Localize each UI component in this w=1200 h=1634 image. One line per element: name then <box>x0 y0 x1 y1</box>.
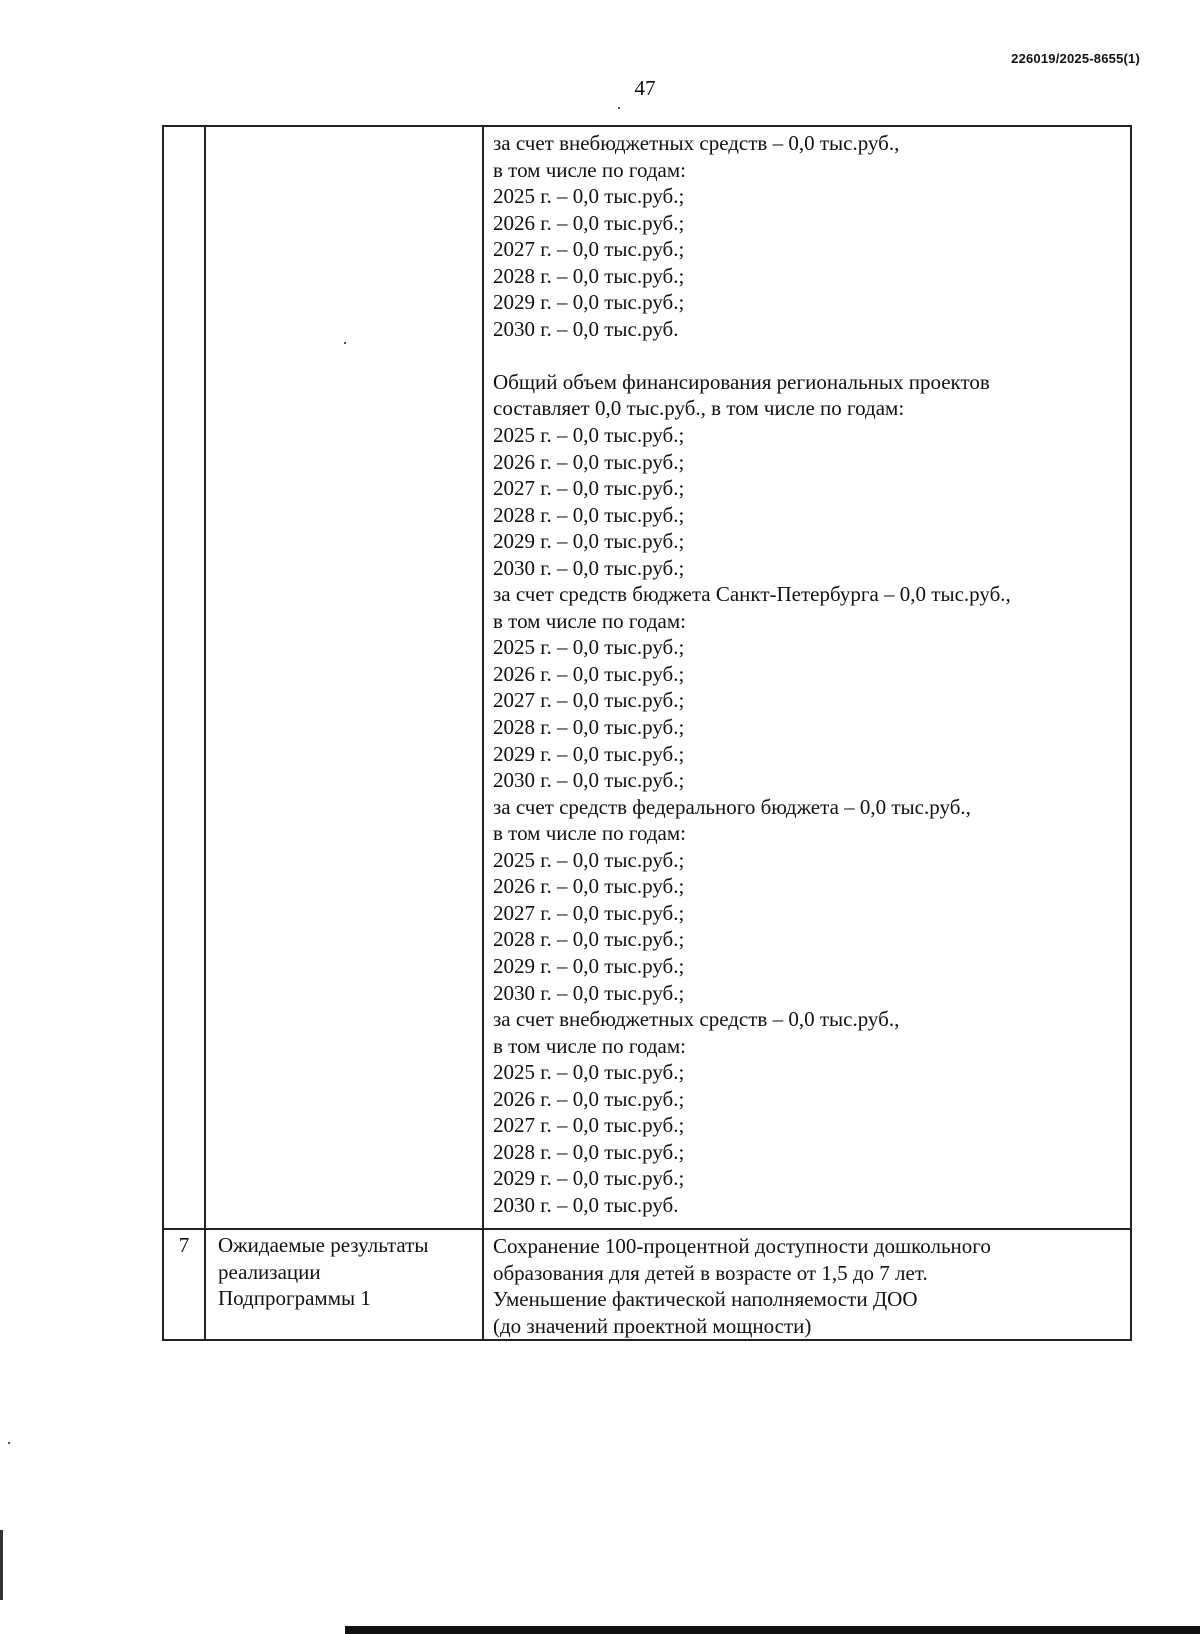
content-line: Сохранение 100-процентной доступности дошкольного <box>493 1234 991 1258</box>
content-line: 2025 г. – 0,0 тыс.руб.; <box>493 184 685 209</box>
content-line: 2028 г. – 0,0 тыс.руб.; <box>493 263 685 288</box>
content-line: в том числе по годам: <box>493 1033 686 1058</box>
document-id: 226019/2025-8655(1) <box>1011 51 1140 66</box>
content-line: 2027 г. – 0,0 тыс.руб.; <box>493 900 685 925</box>
content-line: 2029 г. – 0,0 тыс.руб.; <box>493 953 685 978</box>
row-label-cell <box>205 1229 483 1340</box>
content-line: (до значений проектной мощности) <box>493 1313 812 1338</box>
passport-table <box>162 125 1132 1341</box>
content-line: образования для детей в возрасте от 1,5 до 7 лет. <box>493 1260 928 1285</box>
content-line: составляет 0,0 тыс.руб., в том числе по годам: <box>493 396 905 421</box>
content-line: за счет внебюджетных средств – 0,0 тыс.руб., <box>493 1007 900 1032</box>
content-line: 2026 г. – 0,0 тыс.руб.; <box>493 661 685 686</box>
row-label-cell <box>205 126 483 1229</box>
content-line: за счет средств федерального бюджета – 0,0 тыс.руб., <box>493 794 971 819</box>
page-number: 47 <box>634 76 656 100</box>
content-line: 2027 г. – 0,0 тыс.руб.; <box>493 237 685 262</box>
table-row <box>163 126 1131 1229</box>
content-line: 2027 г. – 0,0 тыс.руб.; <box>493 688 685 713</box>
row-label-line: Ожидаемые результаты <box>218 1233 429 1257</box>
content-line: 2028 г. – 0,0 тыс.руб.; <box>493 502 685 527</box>
content-line: 2030 г. – 0,0 тыс.руб.; <box>493 768 685 793</box>
content-line: 2026 г. – 0,0 тыс.руб.; <box>493 210 685 235</box>
content-line: 2030 г. – 0,0 тыс.руб.; <box>493 555 685 580</box>
row-number-cell <box>163 126 205 1229</box>
content-line: 2025 г. – 0,0 тыс.руб.; <box>493 635 685 660</box>
scan-speck <box>344 342 346 344</box>
content-line: 2026 г. – 0,0 тыс.руб.; <box>493 874 685 899</box>
content-line: 2026 г. – 0,0 тыс.руб.; <box>493 449 685 474</box>
content-line: 2029 г. – 0,0 тыс.руб.; <box>493 529 685 554</box>
content-line: за счет внебюджетных средств – 0,0 тыс.руб., <box>493 131 900 155</box>
content-line: Уменьшение фактической наполняемости ДОО <box>493 1287 918 1312</box>
content-line: 2027 г. – 0,0 тыс.руб.; <box>493 1113 685 1138</box>
scan-speck <box>618 107 620 109</box>
scan-edge-bar <box>345 1626 1200 1634</box>
content-line: в том числе по годам: <box>493 157 686 182</box>
content-line: 2025 г. – 0,0 тыс.руб.; <box>493 847 685 872</box>
content-line: Общий объем финансирования региональных проектов <box>493 369 990 394</box>
content-line: 2028 г. – 0,0 тыс.руб.; <box>493 715 685 740</box>
content-line: 2030 г. – 0,0 тыс.руб. <box>493 316 679 341</box>
table-row <box>163 1229 1131 1340</box>
row-label-line: Подпрограммы 1 <box>218 1286 371 1311</box>
content-line: в том числе по годам: <box>493 821 686 846</box>
row-label-line: реализации <box>218 1259 321 1284</box>
row-content-cell <box>483 126 1131 1229</box>
content-line: 2025 г. – 0,0 тыс.руб.; <box>493 423 685 448</box>
content-line: 2025 г. – 0,0 тыс.руб.; <box>493 1060 685 1085</box>
content-line: 2028 г. – 0,0 тыс.руб.; <box>493 927 685 952</box>
content-line: в том числе по годам: <box>493 608 686 633</box>
scan-speck <box>8 1442 10 1444</box>
content-line: 2030 г. – 0,0 тыс.руб. <box>493 1192 679 1217</box>
content-line: 2028 г. – 0,0 тыс.руб.; <box>493 1139 685 1164</box>
content-line: 2029 г. – 0,0 тыс.руб.; <box>493 741 685 766</box>
content-line: 2026 г. – 0,0 тыс.руб.; <box>493 1086 685 1111</box>
content-line: 2030 г. – 0,0 тыс.руб.; <box>493 980 685 1005</box>
content-line: за счет средств бюджета Санкт-Петербурга – 0,0 тыс.руб., <box>493 582 1011 607</box>
scan-margin-mark <box>0 1530 3 1600</box>
blank-line <box>493 342 1124 369</box>
row-number: 7 <box>178 1233 190 1257</box>
row-content-cell <box>483 1229 1131 1340</box>
content-line: 2029 г. – 0,0 тыс.руб.; <box>493 290 685 315</box>
row-number-cell <box>163 1229 205 1340</box>
content-line: 2027 г. – 0,0 тыс.руб.; <box>493 476 685 501</box>
content-line: 2029 г. – 0,0 тыс.руб.; <box>493 1166 685 1191</box>
